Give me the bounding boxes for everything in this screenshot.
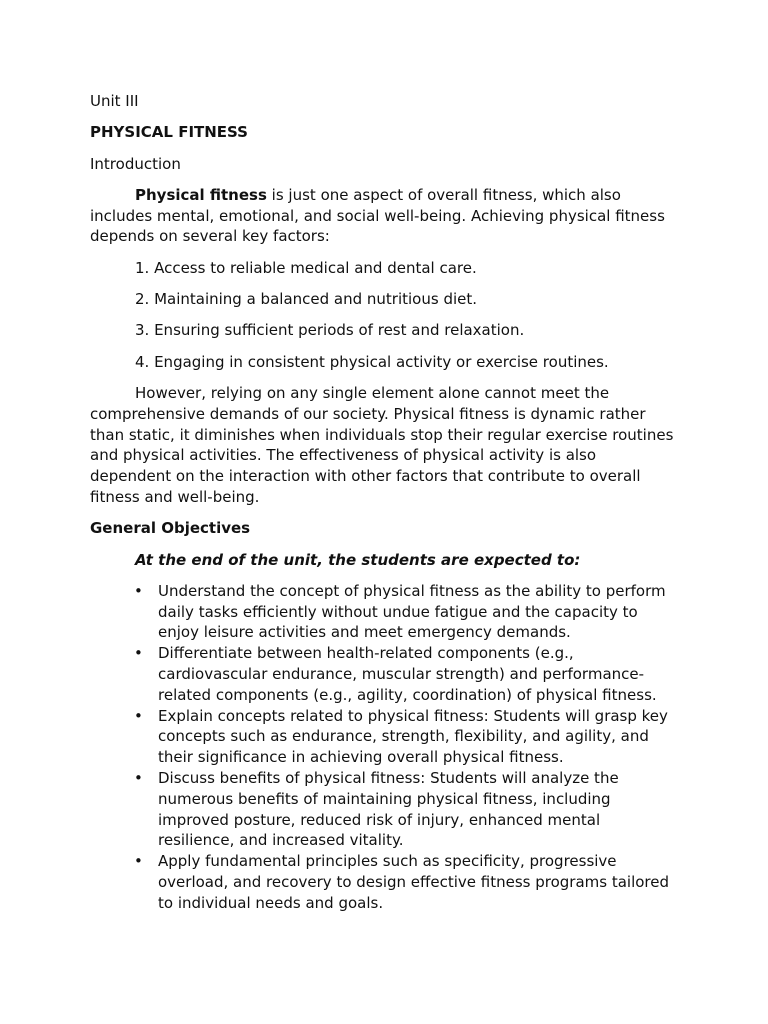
intro-bold-lead: Physical fitness [135,185,267,204]
factor-item-3: 3. Ensuring sufficient periods of rest and relaxation. [135,321,525,340]
objective-item-1 [90,581,680,643]
bullet-icon: • [134,581,143,600]
objectives-list [90,581,680,914]
factor-item-2: 2. Maintaining a balanced and nutritious diet. [135,290,478,309]
objective-text: Understand the concept of physical fitness as the ability to perform daily tasks efficiently without undue fatigue and the capacity to enjoy leisure activities and meet emergency demands. [158,581,666,642]
objectives-lead: At the end of the unit, the students are expected to: [135,550,581,569]
page-title: PHYSICAL FITNESS [90,123,248,142]
intro-paragraph [90,185,680,247]
however-paragraph: However, relying on any single element alone cannot meet the comprehensive demands of our society. Physical fitness is dynamic rather than static, it diminishes when individuals stop their regular exercise routines and physical activities. The effectiveness of physical activity is also dependent on the interaction with other factors that contribute to overall fitness and well-being. [90,383,674,506]
factor-item-1: 1. Access to reliable medical and dental care. [135,258,477,277]
bullet-icon: • [134,852,143,871]
intro-text: is just one aspect of overall fitness, which also includes mental, emotional, and social well-being. Achieving physical fitness depends on several key factors: [90,185,665,246]
intro-heading: Introduction [90,154,181,173]
objective-text: Explain concepts related to physical fitness: Students will grasp key concepts such as endurance, strength, flexibility, and agility, and their significance in achieving overall physical fitness. [158,706,668,767]
bullet-icon: • [134,769,143,788]
objective-item-4 [90,768,680,851]
objective-item-2 [90,643,680,705]
unit-label: Unit III [90,92,139,110]
document-page [90,91,680,914]
objective-text: Differentiate between health-related components (e.g., cardiovascular endurance, muscular strength) and performance-related components (e.g., agility, coordination) of physical fitness. [158,644,657,704]
objective-item-3 [90,706,680,768]
factor-item-4: 4. Engaging in consistent physical activity or exercise routines. [135,352,609,371]
objective-item-5 [90,851,680,913]
objectives-heading: General Objectives [90,519,251,538]
bullet-icon: • [134,644,143,663]
objective-text: Apply fundamental principles such as specificity, progressive overload, and recovery to design effective fitness programs tailored to individual needs and goals. [158,852,670,912]
objective-text: Discuss benefits of physical fitness: Students will analyze the numerous benefits of maintaining physical fitness, including improved posture, reduced risk of injury, enhanced mental resilience, and increased vitality. [158,769,619,850]
bullet-icon: • [134,706,143,725]
